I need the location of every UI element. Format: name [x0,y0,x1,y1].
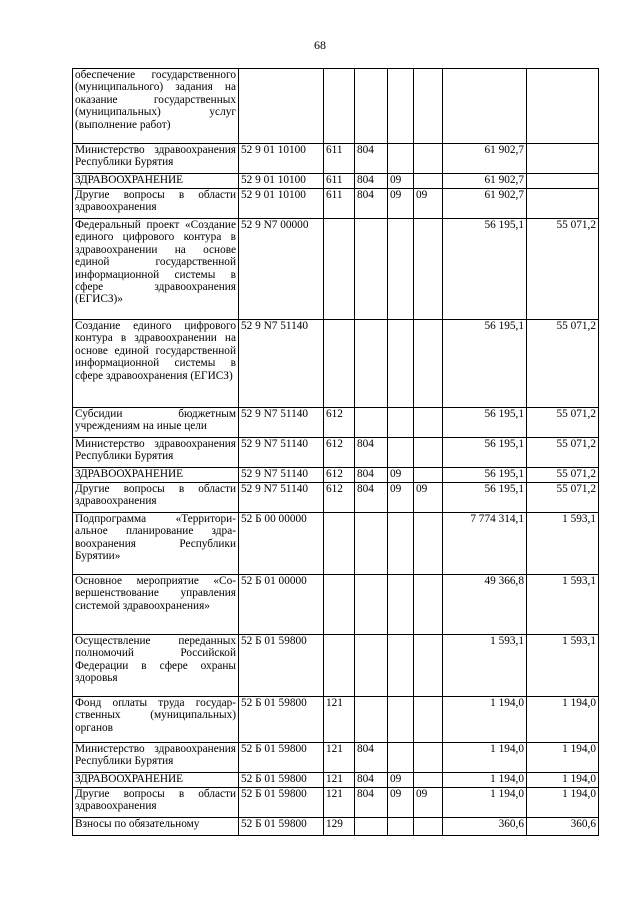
row-name: Министерство здравоохранения Республики Бурятия [73,743,239,773]
table-row [73,189,599,219]
amount-year-2: 1 593,1 [527,513,599,575]
chapter-code: 804 [355,483,388,513]
row-name: Другие вопросы в области здравоохранения [73,483,239,513]
section-code [388,697,414,743]
subsection-code [414,818,443,836]
row-name: Министерство здравоохранения Республики Бурятия [73,144,239,174]
subsection-code [414,408,443,438]
row-name: Основное мероприятие «Совершенствование управления системой здравоохранения» [73,575,239,635]
chapter-code: 804 [355,174,388,189]
expense-type-code [324,513,355,575]
expense-type-code: 611 [324,144,355,174]
amount-year-2: 1 194,0 [527,773,599,788]
chapter-code: 804 [355,189,388,219]
subsection-code [414,697,443,743]
section-code: 09 [388,468,414,483]
amount-year-2: 55 071,2 [527,320,599,408]
subsection-code [414,320,443,408]
amount-year-2 [527,174,599,189]
expense-type-code: 612 [324,408,355,438]
section-code [388,575,414,635]
section-code: 09 [388,174,414,189]
amount-year-1: 61 902,7 [443,144,527,174]
chapter-code [355,818,388,836]
subsection-code [414,438,443,468]
expense-type-code: 612 [324,483,355,513]
table-row [73,697,599,743]
target-article-code: 52 9 N7 51140 [239,483,324,513]
amount-year-2: 1 194,0 [527,788,599,818]
table-row [73,635,599,697]
amount-year-2: 1 194,0 [527,697,599,743]
section-code: 09 [388,773,414,788]
subsection-code [414,743,443,773]
section-code [388,513,414,575]
chapter-code: 804 [355,788,388,818]
target-article-code: 52 Б 01 59800 [239,773,324,788]
table-row [73,219,599,320]
row-name: Субсидии бюджетным учреждениям на иные цели [73,408,239,438]
subsection-code: 09 [414,483,443,513]
section-code [388,408,414,438]
expense-type-code: 121 [324,773,355,788]
table-row [73,69,599,144]
table-body [73,69,599,836]
chapter-code: 804 [355,144,388,174]
budget-table [72,68,599,836]
chapter-code [355,575,388,635]
row-name: Федеральный проект «Создание единого цифрового контура в здравоохранении на основе единой государственной информационной системы в сфере здравоохранения (ЕГИСЗ)» [73,219,239,320]
subsection-code [414,69,443,144]
chapter-code [355,320,388,408]
section-code [388,320,414,408]
target-article-code: 52 9 N7 51140 [239,468,324,483]
row-name: Другие вопросы в области здравоохранения [73,788,239,818]
target-article-code: 52 9 01 10100 [239,189,324,219]
table-row [73,575,599,635]
section-code [388,743,414,773]
row-name: ЗДРАВООХРАНЕНИЕ [73,773,239,788]
amount-year-2: 55 071,2 [527,483,599,513]
subsection-code [414,219,443,320]
section-code [388,635,414,697]
row-name: Создание единого цифрового контура в здравоохранении на основе единой государственной информационной системы в сфере здравоохранения (ЕГИСЗ) [73,320,239,408]
subsection-code [414,575,443,635]
subsection-code [414,635,443,697]
chapter-code: 804 [355,773,388,788]
section-code: 09 [388,788,414,818]
amount-year-1: 61 902,7 [443,174,527,189]
amount-year-2 [527,189,599,219]
expense-type-code: 612 [324,468,355,483]
target-article-code: 52 Б 01 59800 [239,818,324,836]
amount-year-1: 61 902,7 [443,189,527,219]
section-code [388,219,414,320]
expense-type-code: 121 [324,788,355,818]
table-row [73,144,599,174]
subsection-code [414,174,443,189]
target-article-code: 52 9 N7 51140 [239,408,324,438]
amount-year-1: 1 194,0 [443,788,527,818]
chapter-code [355,635,388,697]
section-code [388,818,414,836]
amount-year-2: 55 071,2 [527,438,599,468]
amount-year-1: 1 194,0 [443,773,527,788]
section-code [388,438,414,468]
target-article-code: 52 Б 00 00000 [239,513,324,575]
amount-year-2 [527,69,599,144]
chapter-code [355,219,388,320]
expense-type-code [324,575,355,635]
subsection-code: 09 [414,189,443,219]
expense-type-code [324,635,355,697]
amount-year-1: 56 195,1 [443,483,527,513]
chapter-code: 804 [355,438,388,468]
subsection-code [414,468,443,483]
row-name: ЗДРАВООХРАНЕНИЕ [73,468,239,483]
table-row [73,788,599,818]
expense-type-code: 611 [324,174,355,189]
table-row [73,408,599,438]
section-code: 09 [388,189,414,219]
table-row [73,743,599,773]
amount-year-1: 360,6 [443,818,527,836]
section-code [388,69,414,144]
row-name: ЗДРАВООХРАНЕНИЕ [73,174,239,189]
target-article-code: 52 9 N7 00000 [239,219,324,320]
row-name: Другие вопросы в области здравоохранения [73,189,239,219]
amount-year-2: 1 593,1 [527,575,599,635]
amount-year-1: 1 194,0 [443,743,527,773]
expense-type-code [324,219,355,320]
expense-type-code: 121 [324,743,355,773]
chapter-code [355,69,388,144]
chapter-code: 804 [355,468,388,483]
amount-year-2: 55 071,2 [527,219,599,320]
row-name: Фонд оплаты труда государственных (муниципальных) органов [73,697,239,743]
table-row [73,483,599,513]
amount-year-2 [527,144,599,174]
amount-year-1: 56 195,1 [443,438,527,468]
table-row [73,438,599,468]
target-article-code: 52 9 01 10100 [239,174,324,189]
target-article-code: 52 Б 01 59800 [239,788,324,818]
amount-year-1 [443,69,527,144]
subsection-code: 09 [414,788,443,818]
amount-year-1: 56 195,1 [443,468,527,483]
target-article-code: 52 9 N7 51140 [239,320,324,408]
target-article-code: 52 9 01 10100 [239,144,324,174]
chapter-code [355,408,388,438]
target-article-code: 52 Б 01 00000 [239,575,324,635]
target-article-code: 52 Б 01 59800 [239,697,324,743]
amount-year-2: 1 194,0 [527,743,599,773]
amount-year-2: 360,6 [527,818,599,836]
chapter-code: 804 [355,743,388,773]
page-number: 68 [314,38,326,52]
target-article-code: 52 Б 01 59800 [239,635,324,697]
amount-year-2: 55 071,2 [527,408,599,438]
expense-type-code: 611 [324,189,355,219]
expense-type-code [324,320,355,408]
table-row [73,320,599,408]
target-article-code: 52 9 N7 51140 [239,438,324,468]
amount-year-1: 56 195,1 [443,219,527,320]
subsection-code [414,773,443,788]
table-row [73,513,599,575]
row-name: Осуществление переданных полномочий Российской Федерации в сфере охраны здоровья [73,635,239,697]
amount-year-1: 1 593,1 [443,635,527,697]
expense-type-code: 121 [324,697,355,743]
amount-year-1: 49 366,8 [443,575,527,635]
row-name: Взносы по обязательному [73,818,239,836]
amount-year-1: 1 194,0 [443,697,527,743]
subsection-code [414,513,443,575]
section-code: 09 [388,483,414,513]
amount-year-1: 7 774 314,1 [443,513,527,575]
table-row [73,818,599,836]
amount-year-1: 56 195,1 [443,320,527,408]
row-name: Подпрограмма «Территориальное планирование здравоохранения Республики Бурятии» [73,513,239,575]
chapter-code [355,697,388,743]
row-name: Министерство здравоохранения Республики Бурятия [73,438,239,468]
target-article-code [239,69,324,144]
target-article-code: 52 Б 01 59800 [239,743,324,773]
table-row [73,174,599,189]
row-name: обеспечение государственного (муниципального) задания на оказание государственных (муниципальных) услуг (выполнение работ) [73,69,239,144]
amount-year-2: 55 071,2 [527,468,599,483]
subsection-code [414,144,443,174]
section-code [388,144,414,174]
table-row [73,773,599,788]
expense-type-code: 129 [324,818,355,836]
expense-type-code [324,69,355,144]
chapter-code [355,513,388,575]
expense-type-code: 612 [324,438,355,468]
table-row [73,468,599,483]
amount-year-2: 1 593,1 [527,635,599,697]
amount-year-1: 56 195,1 [443,408,527,438]
